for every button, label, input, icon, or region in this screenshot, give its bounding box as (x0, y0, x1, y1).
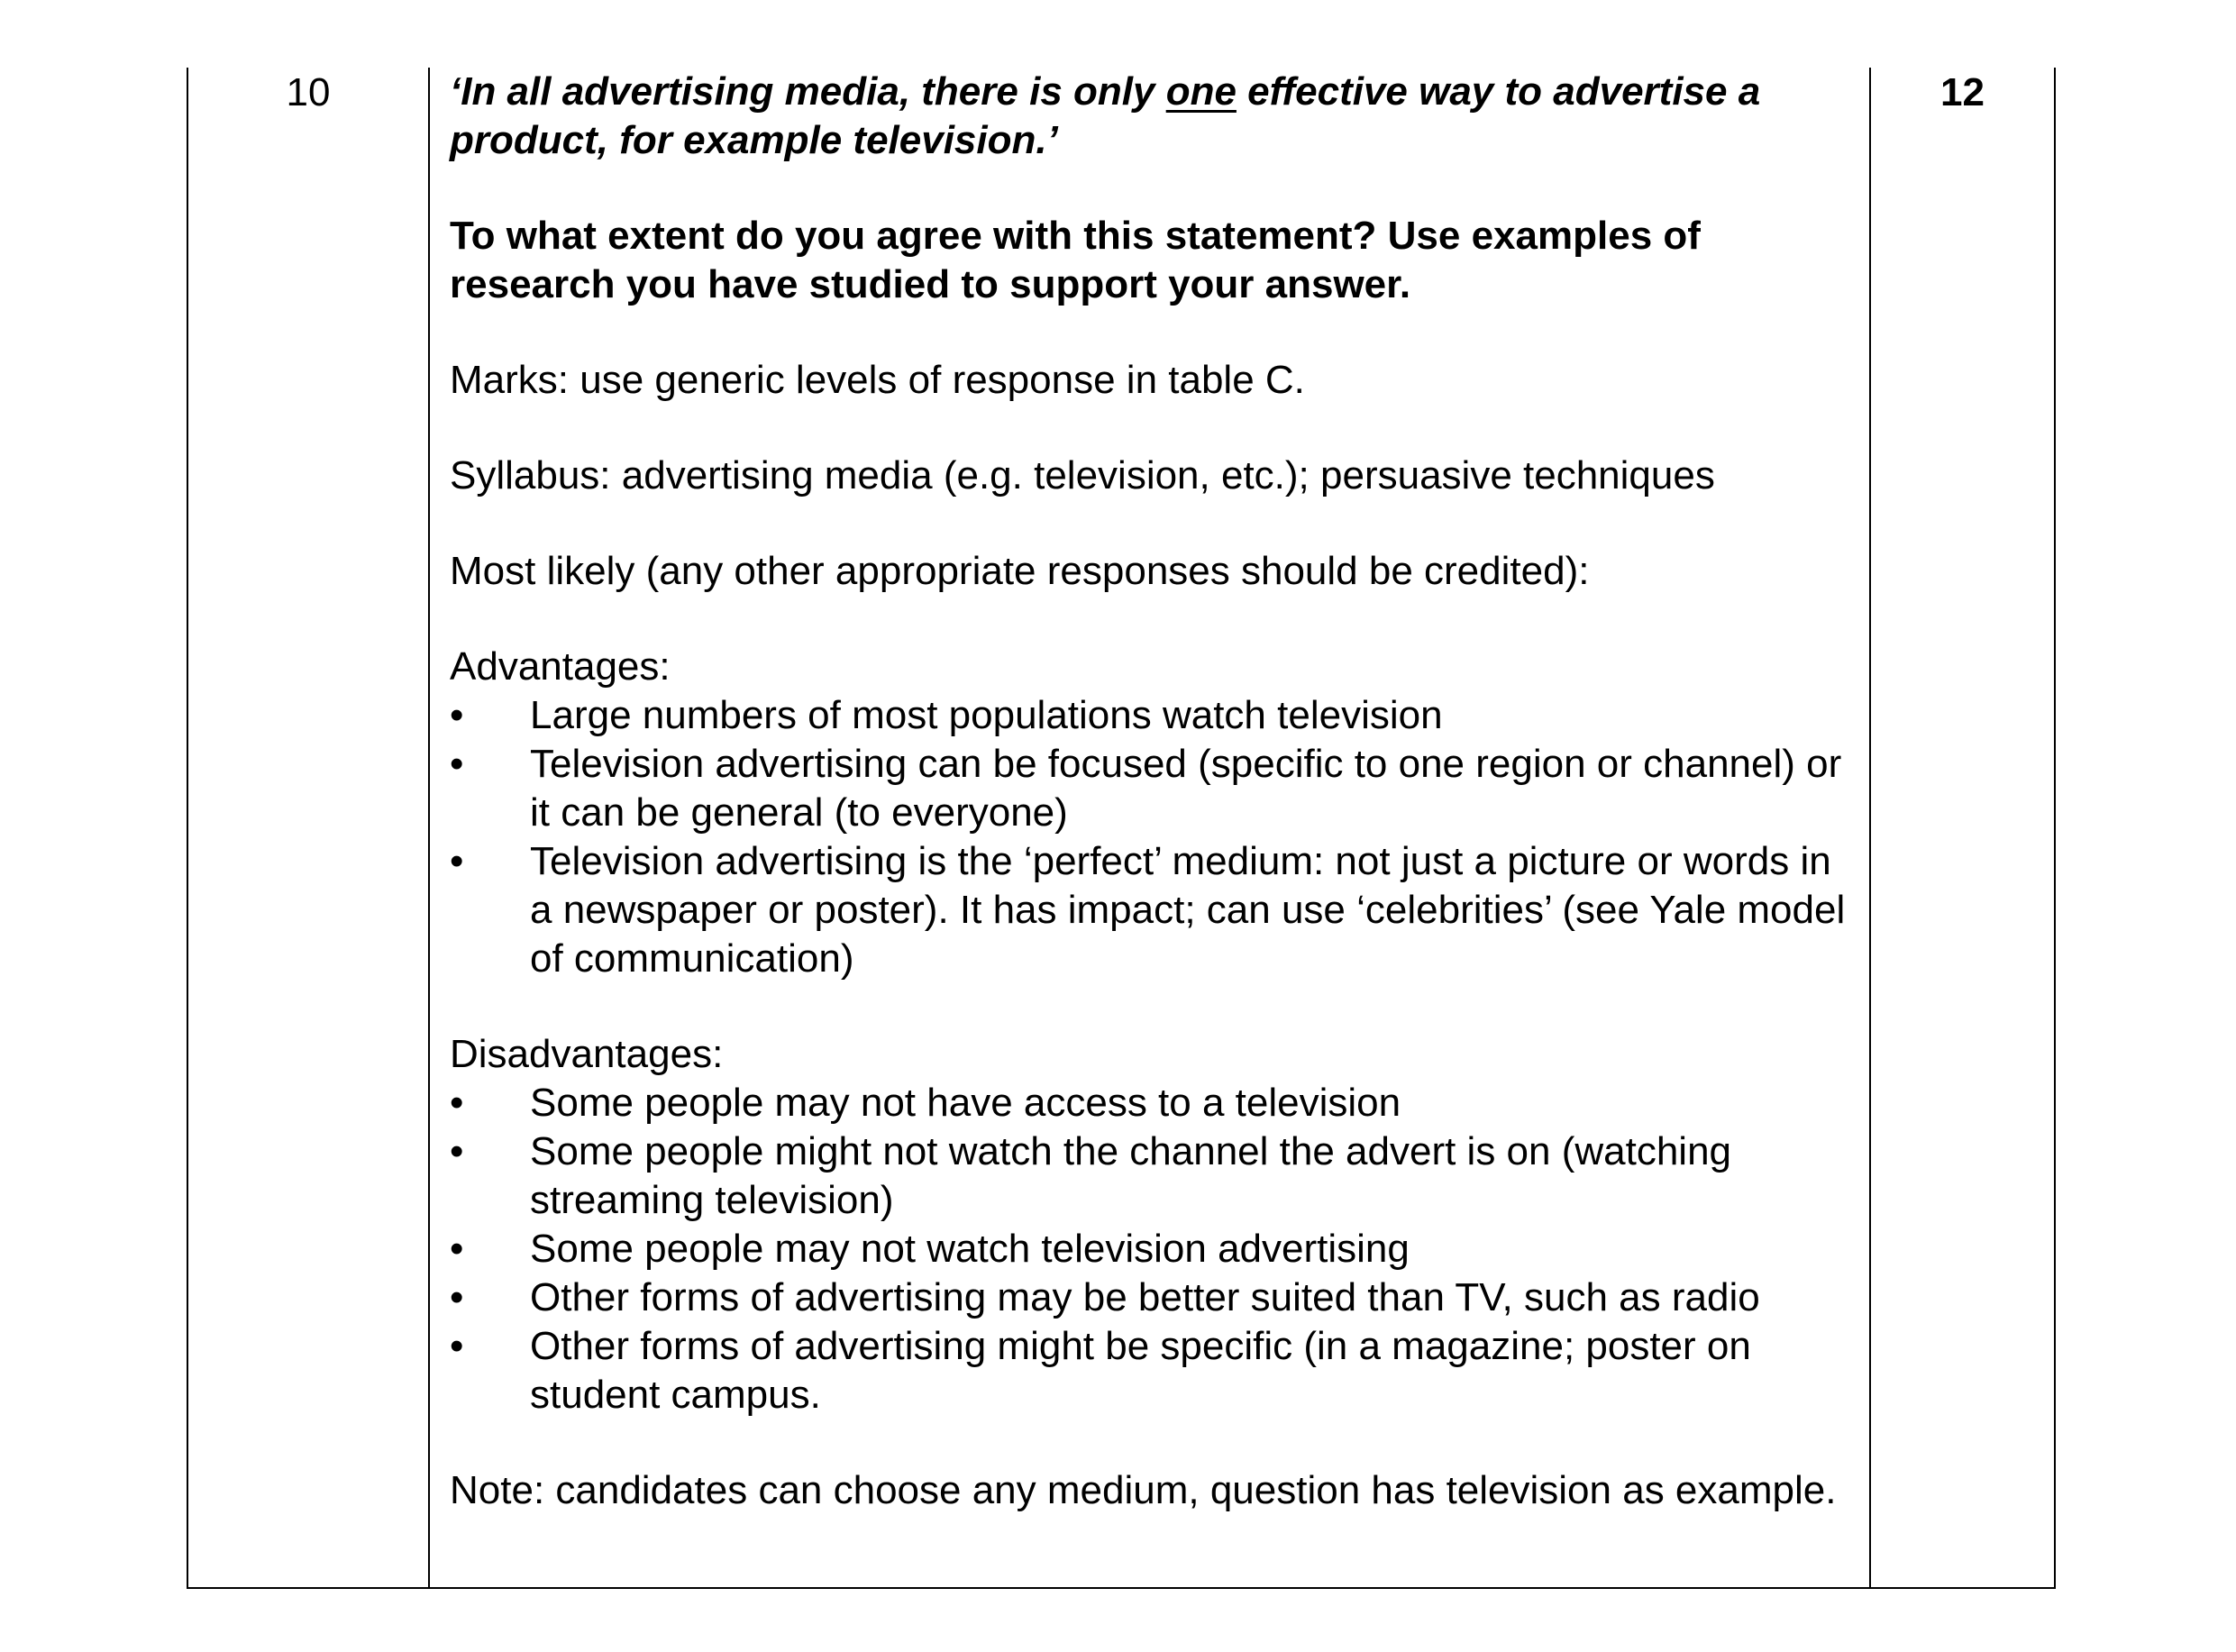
list-item-text: Some people may not have access to a television (530, 1081, 1401, 1125)
statement-end: effective way to advertise a product, for example television.’ (450, 69, 1761, 162)
column-divider (428, 68, 430, 1587)
marks-guidance: Marks: use generic levels of response in table C. (450, 358, 1305, 402)
question-text: To what extent do you agree with this statement? Use examples of research you have studied to support your answer. (450, 214, 1701, 306)
disadvantages-list (450, 1079, 1856, 1419)
list-item (450, 1322, 1856, 1419)
bullet-icon: • (450, 839, 464, 883)
list-item-text: Some people might not watch the channel the advert is on (watching streaming television) (530, 1129, 1732, 1222)
bullet-icon: • (450, 693, 464, 737)
list-item (450, 1127, 1856, 1225)
bullet-icon: • (450, 1081, 464, 1125)
list-item (450, 1225, 1856, 1273)
question-statement (450, 68, 1856, 165)
list-item-text: Some people may not watch television advertising (530, 1227, 1410, 1271)
most-likely-note: Most likely (any other appropriate responses should be credited): (450, 549, 1590, 593)
bullet-icon: • (450, 1129, 464, 1173)
list-item (450, 1079, 1856, 1127)
statement-start: ‘In all advertising media, there is only (450, 69, 1166, 114)
bullet-icon: • (450, 1227, 464, 1271)
advantages-heading: Advantages: (450, 644, 671, 689)
list-item-text: Television advertising can be focused (specific to one region or channel) or it can be general (to everyone) (530, 742, 1842, 835)
column-divider (1869, 68, 1871, 1587)
list-item-text: Other forms of advertising might be specific (in a magazine; poster on student campus. (530, 1324, 1751, 1417)
disadvantages-heading: Disadvantages: (450, 1032, 724, 1076)
advantages-list (450, 691, 1856, 983)
mark-scheme-table (187, 68, 2056, 1589)
list-item-text: Other forms of advertising may be better suited than TV, such as radio (530, 1275, 1760, 1319)
question-number: 10 (286, 70, 331, 114)
list-item (450, 691, 1856, 740)
list-item (450, 740, 1856, 837)
statement-emphasis: one (1165, 69, 1237, 114)
candidate-note: Note: candidates can choose any medium, question has television as example. (450, 1468, 1837, 1512)
bullet-icon: • (450, 1275, 464, 1319)
list-item-text: Large numbers of most populations watch television (530, 693, 1443, 737)
list-item (450, 1273, 1856, 1322)
list-item-text: Television advertising is the ‘perfect’ medium: not just a picture or words in a newspaper or poster). It has impact; can use ‘celebrities’ (see Yale model of communication) (530, 839, 1846, 981)
answer-guidance (450, 68, 1856, 1515)
bullet-icon: • (450, 1324, 464, 1368)
bullet-icon: • (450, 742, 464, 786)
list-item (450, 837, 1856, 983)
syllabus-reference: Syllabus: advertising media (e.g. television, etc.); persuasive techniques (450, 453, 1715, 497)
marks-total: 12 (1940, 70, 1985, 114)
